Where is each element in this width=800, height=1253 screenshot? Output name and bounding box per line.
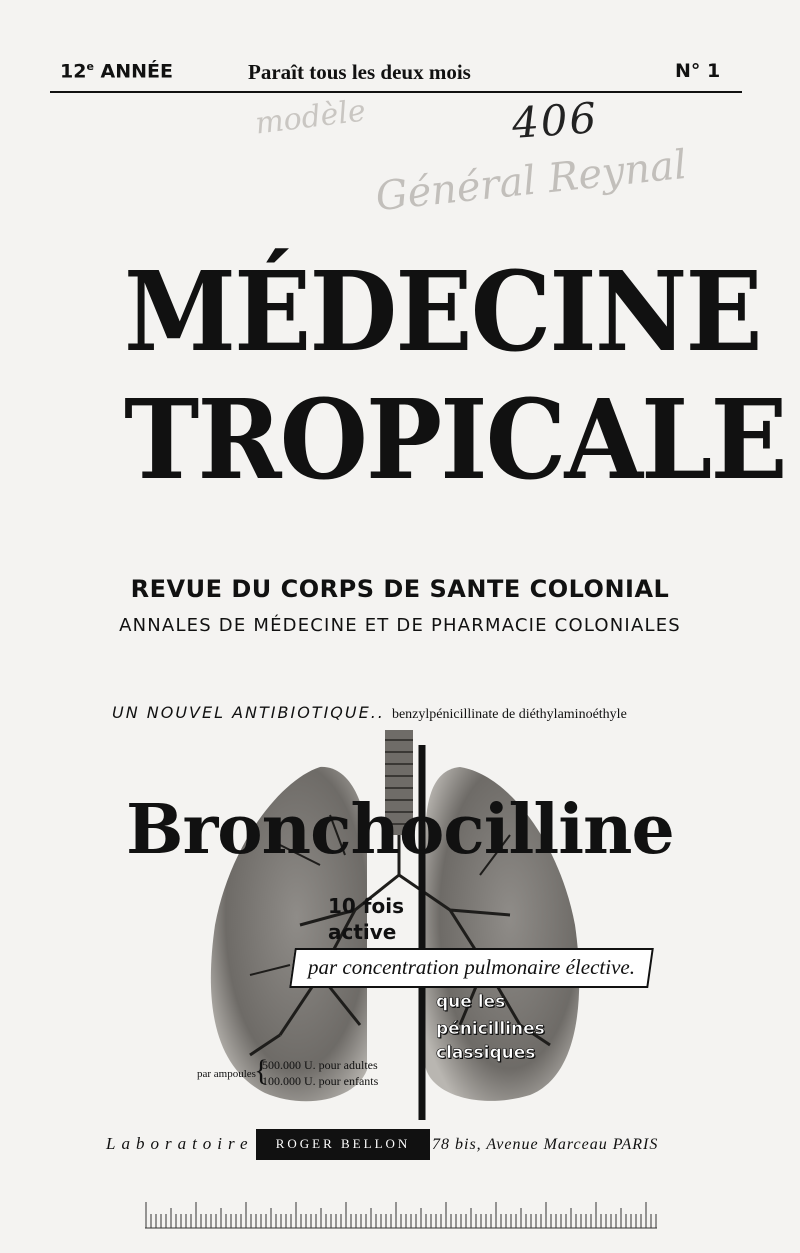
dosage-brace-icon: { bbox=[254, 1054, 269, 1087]
journal-title-line-1: MÉDECINE bbox=[124, 247, 761, 376]
scan-ruler bbox=[145, 1195, 657, 1229]
handwritten-number: 406 bbox=[510, 93, 600, 148]
ad-tagline-text: UN NOUVEL ANTIBIOTIQUE.. bbox=[112, 703, 385, 722]
product-brand-name: Bronchocilline bbox=[126, 790, 674, 870]
journal-subtitle: REVUE DU CORPS DE SANTE COLONIAL bbox=[130, 575, 670, 603]
handwritten-note-modele: modèle bbox=[253, 93, 368, 142]
comparison-line-3: classiques bbox=[436, 1043, 536, 1063]
journal-title-line-2: TROPICALE bbox=[124, 375, 786, 504]
year-suffix: e bbox=[86, 60, 94, 73]
claim-banner-text: par concentration pulmonaire élective. bbox=[308, 955, 635, 979]
ad-chemical-name: benzylpénicillinate de diéthylaminoéthyle bbox=[391, 707, 627, 722]
year-label bbox=[60, 60, 173, 82]
efficacy-claim-1: 10 fois bbox=[328, 894, 404, 918]
laboratory-label: Laboratoire bbox=[106, 1134, 254, 1153]
publication-frequency: Paraît tous les deux mois bbox=[248, 60, 471, 84]
comparison-line-2: pénicillines bbox=[436, 1019, 545, 1039]
laboratory-name: ROGER BELLON bbox=[275, 1136, 411, 1151]
header-rule bbox=[50, 91, 742, 93]
efficacy-claim-2: active bbox=[328, 920, 397, 944]
dosage-label: par ampoules bbox=[197, 1068, 256, 1080]
year-word: ANNÉE bbox=[100, 60, 174, 83]
dosage-adult: 500.000 U. pour adultes bbox=[262, 1058, 378, 1072]
laboratory-address: 78 bis, Avenue Marceau PARIS bbox=[432, 1136, 659, 1153]
year-number: 12 bbox=[60, 60, 87, 83]
ad-tagline bbox=[112, 703, 712, 723]
journal-subtitle-annales: ANNALES DE MÉDECINE ET DE PHARMACIE COLONIALES bbox=[119, 615, 681, 636]
handwritten-note-general: Général Reynal bbox=[373, 141, 689, 221]
comparison-line-1: que les bbox=[436, 992, 506, 1012]
dosage-child: 100.000 U. pour enfants bbox=[262, 1074, 379, 1088]
issue-number: N° 1 bbox=[675, 60, 721, 82]
